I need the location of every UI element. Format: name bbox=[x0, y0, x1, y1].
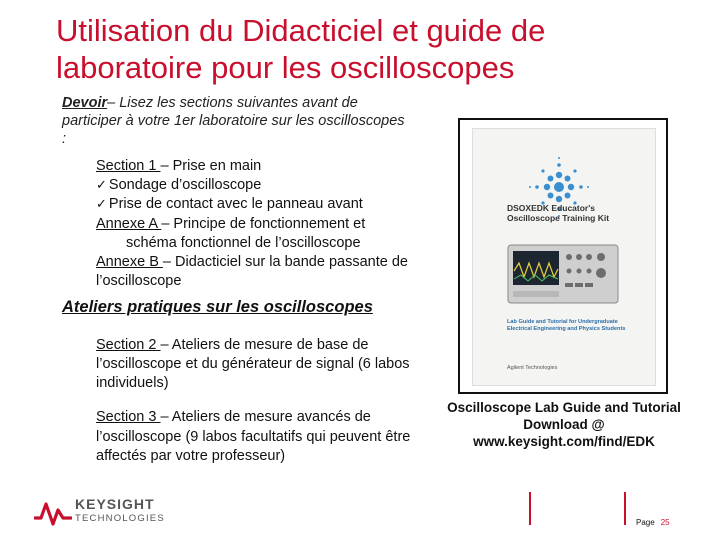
annexe-a-text: – Principe de fonctionnement et bbox=[161, 215, 366, 232]
section3-link[interactable]: Section 3 bbox=[96, 409, 161, 425]
publisher-name: Agilent Technologies bbox=[507, 365, 558, 371]
list-item-annexe-b bbox=[96, 253, 426, 291]
caption-line1: Oscilloscope Lab Guide and Tutorial bbox=[447, 400, 681, 415]
book-subtitle: Lab Guide and Tutorial for Undergraduate Electrical Engineering and Physics Students bbox=[507, 319, 626, 332]
check1-text: Sondage d’oscilloscope bbox=[108, 177, 262, 194]
section1-link[interactable]: Section 1 bbox=[96, 158, 161, 174]
section1-text: – Prise en main bbox=[160, 158, 262, 174]
checkmark-icon: ✓ bbox=[96, 197, 107, 213]
homework-text: – Lisez les sections suivantes avant de participer à votre 1er laboratoire sur les oscilloscopes : bbox=[62, 95, 405, 147]
page-label: Page bbox=[636, 518, 655, 527]
check2-text: Prise de contact avec le panneau avant bbox=[108, 196, 363, 213]
book-title: DSOXEDK Educator's Oscilloscope Training Kit bbox=[507, 203, 610, 223]
section3-paragraph bbox=[96, 408, 426, 467]
reading-list bbox=[96, 157, 426, 291]
logo-tagline: TECHNOLOGIES bbox=[75, 513, 165, 524]
caption-line2: Download @ bbox=[523, 417, 605, 432]
homework-intro bbox=[62, 94, 412, 148]
ateliers-heading: Ateliers pratiques sur les oscilloscopes bbox=[62, 298, 373, 316]
annexe-b-text: – Didacticiel sur la bande passante de l’oscilloscope bbox=[96, 254, 408, 290]
logo-brand: KEYSIGHT bbox=[75, 496, 155, 512]
keysight-logo bbox=[34, 494, 164, 528]
download-link[interactable]: www.keysight.com/find/EDK bbox=[473, 434, 655, 449]
slide-title: Utilisation du Didacticiel et guide de laboratoire pour les oscilloscopes bbox=[56, 13, 546, 85]
section2-link[interactable]: Section 2 bbox=[96, 337, 161, 353]
section2-paragraph bbox=[96, 336, 416, 393]
annexe-a-continuation: schéma fonctionnel de l’oscilloscope bbox=[126, 234, 361, 251]
oscilloscope-image bbox=[507, 241, 619, 305]
keysight-wave-icon bbox=[34, 496, 72, 526]
section3-text: – Ateliers de mesure avancés de l’oscilloscope (9 labos facultatifs qui peuvent être affectés par votre professeur) bbox=[96, 409, 411, 464]
devoir-label: Devoir bbox=[62, 95, 108, 111]
checkmark-icon: ✓ bbox=[96, 178, 107, 194]
footer-divider bbox=[624, 492, 626, 525]
annexe-a-link[interactable]: Annexe A bbox=[96, 215, 162, 232]
list-item-check1 bbox=[96, 176, 426, 195]
footer-divider bbox=[529, 492, 531, 525]
book-cover-frame bbox=[458, 118, 668, 394]
section2-text: – Ateliers de mesure de base de l’oscilloscope et du générateur de signal (6 labos individuels) bbox=[96, 337, 410, 391]
annexe-b-link[interactable]: Annexe B bbox=[96, 254, 163, 271]
list-item-annexe-a bbox=[96, 215, 426, 234]
page-number-value: 25 bbox=[660, 518, 670, 527]
page-number bbox=[636, 518, 670, 527]
list-item-section1 bbox=[96, 157, 426, 176]
book-cover bbox=[472, 128, 656, 386]
list-item-check2 bbox=[96, 195, 426, 214]
download-caption bbox=[434, 399, 694, 450]
